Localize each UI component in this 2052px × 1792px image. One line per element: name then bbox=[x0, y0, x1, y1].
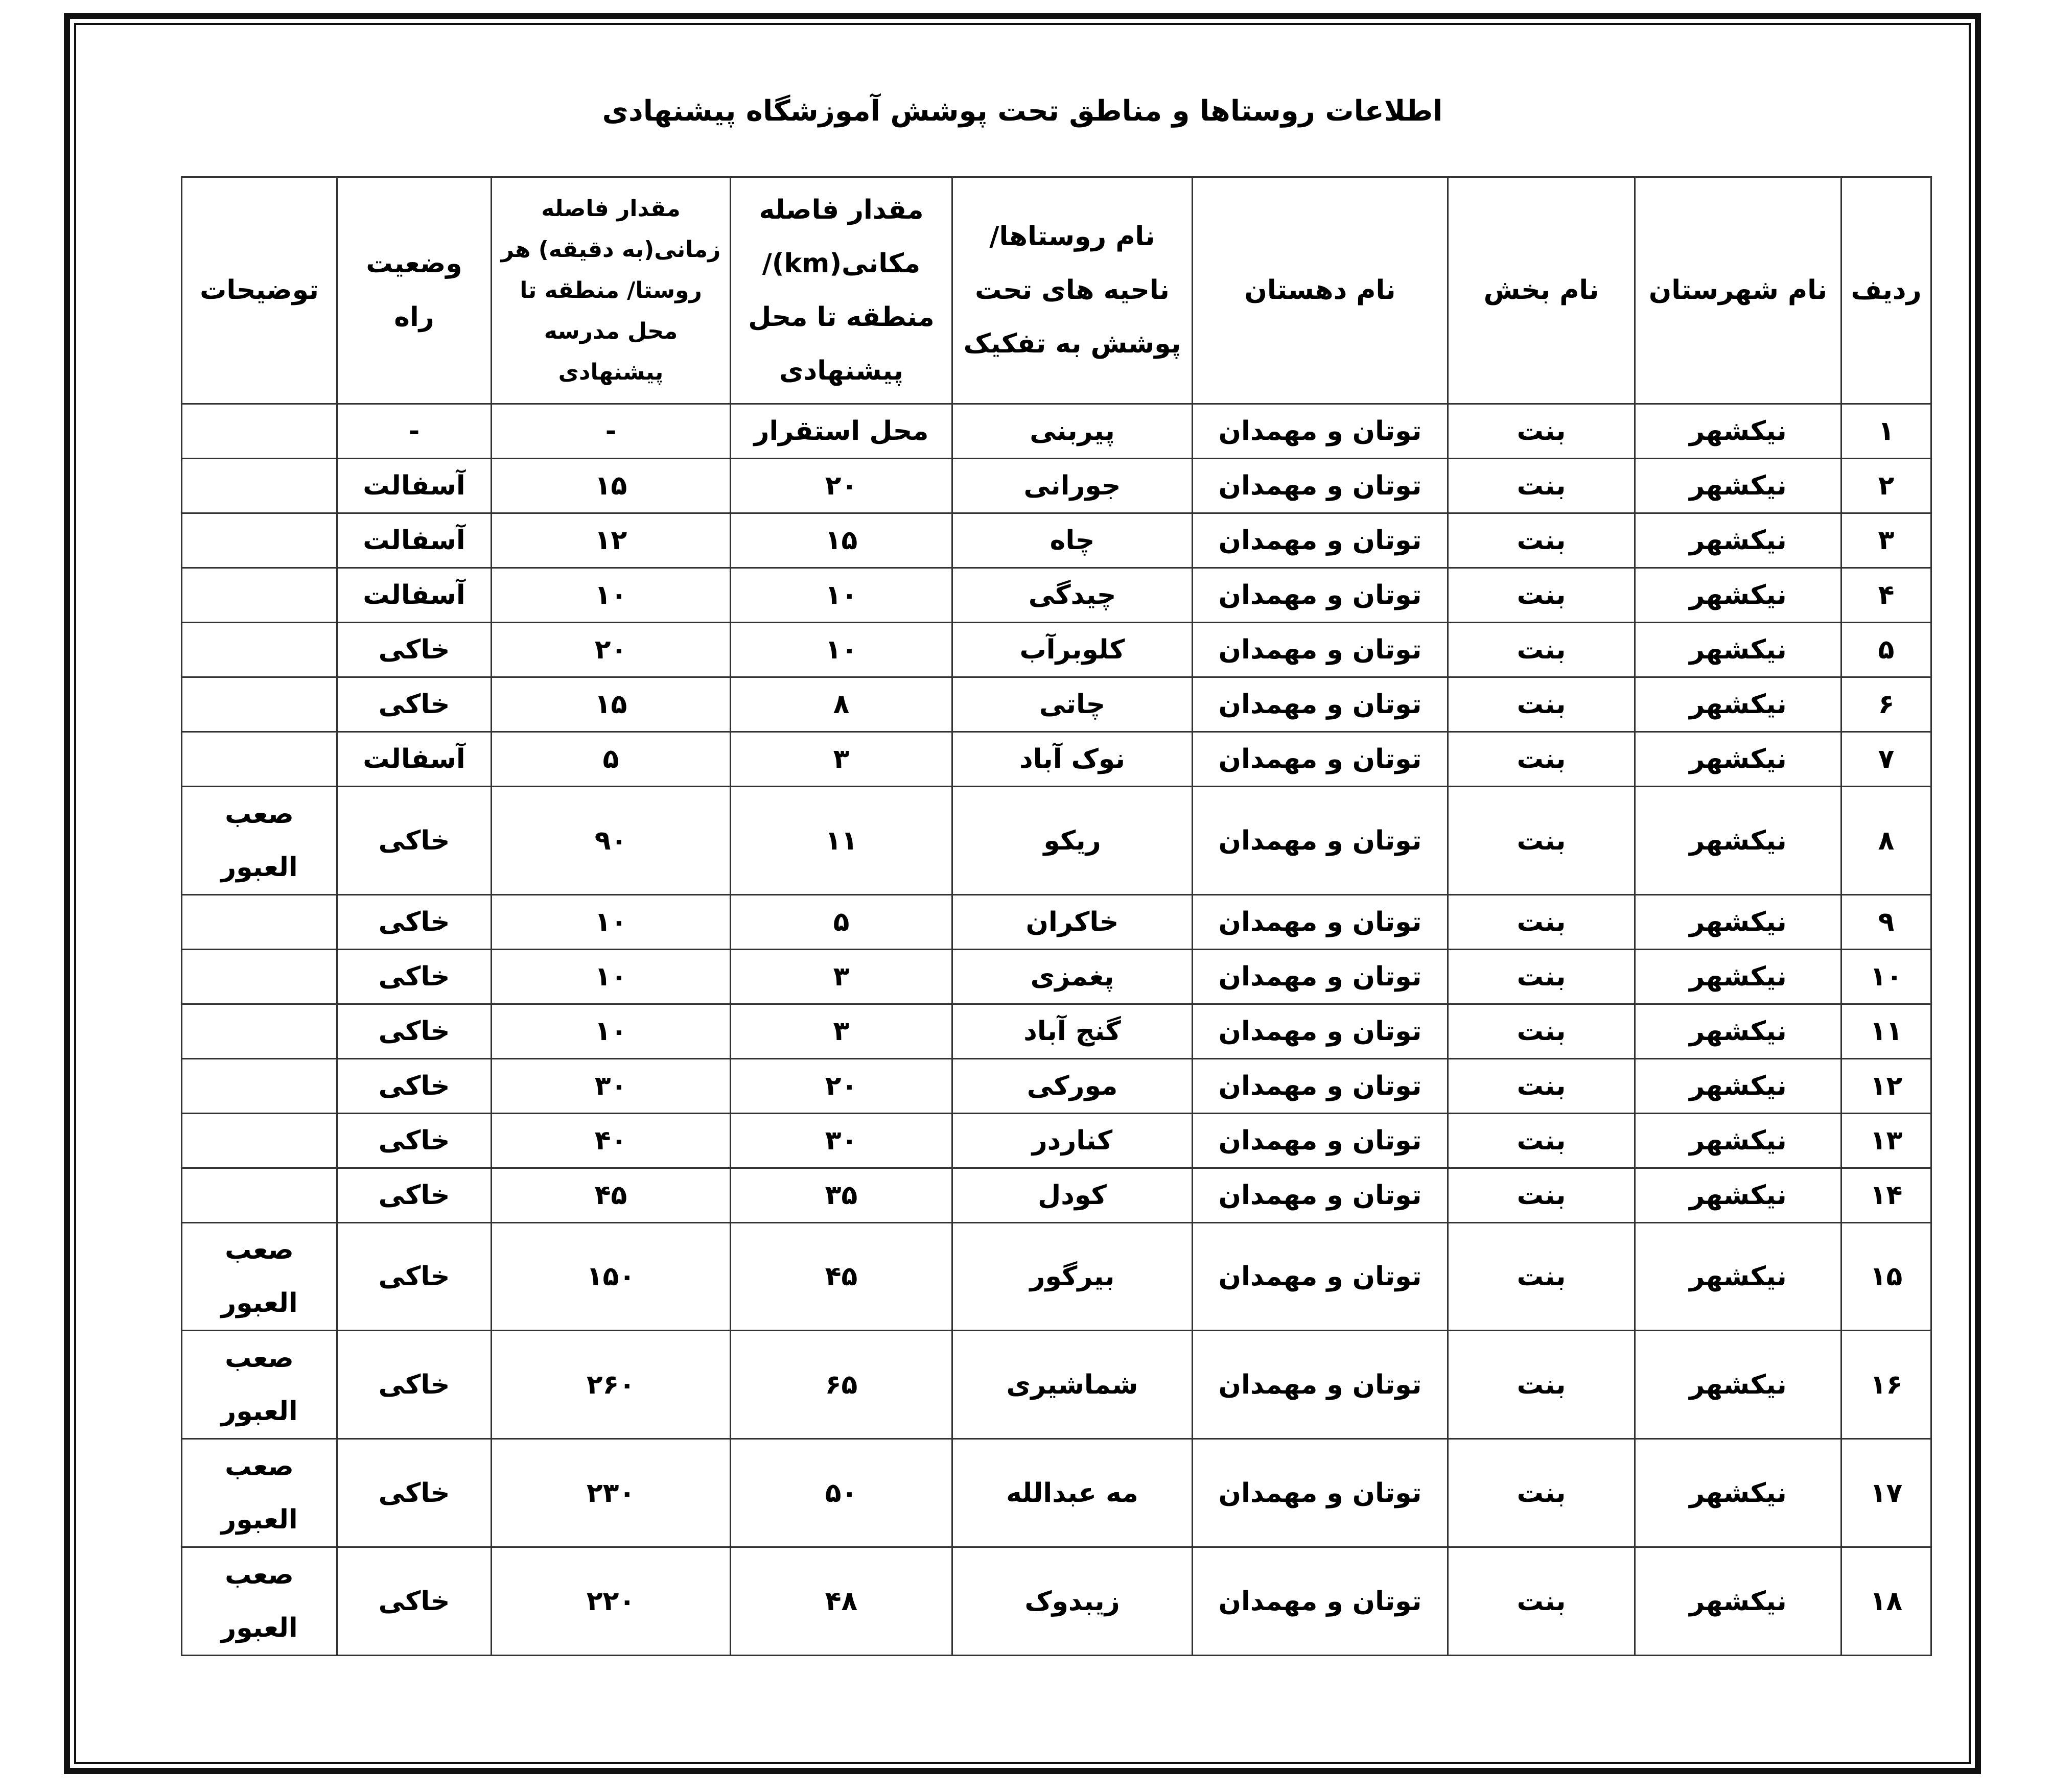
table-row bbox=[182, 1168, 1931, 1223]
villages-table bbox=[181, 176, 1932, 1656]
table-row bbox=[182, 732, 1931, 787]
cell-road-status: آسفالت bbox=[337, 459, 492, 513]
cell-notes bbox=[182, 1004, 337, 1059]
cell-distance: ۱۰ bbox=[731, 623, 952, 677]
cell-village: خاکران bbox=[952, 895, 1193, 950]
cell-district: بنت bbox=[1448, 677, 1635, 732]
cell-district: بنت bbox=[1448, 1331, 1635, 1439]
cell-village: گنج آباد bbox=[952, 1004, 1193, 1059]
cell-row-number: ۱۸ bbox=[1841, 1547, 1931, 1656]
table-row bbox=[182, 1547, 1931, 1656]
cell-village: پغمزی bbox=[952, 950, 1193, 1004]
cell-district: بنت bbox=[1448, 404, 1635, 459]
cell-distance: ۵ bbox=[731, 895, 952, 950]
cell-road-status: خاکی bbox=[337, 677, 492, 732]
table-row bbox=[182, 1004, 1931, 1059]
cell-road-status: - bbox=[337, 404, 492, 459]
cell-row-number: ۲ bbox=[1841, 459, 1931, 513]
cell-county: نیکشهر bbox=[1635, 459, 1841, 513]
cell-rural-district: توتان و مهمدان bbox=[1193, 1004, 1448, 1059]
cell-district: بنت bbox=[1448, 732, 1635, 787]
table-row bbox=[182, 513, 1931, 568]
cell-road-status: خاکی bbox=[337, 1059, 492, 1114]
cell-village: پیربنی bbox=[952, 404, 1193, 459]
cell-row-number: ۹ bbox=[1841, 895, 1931, 950]
cell-district: بنت bbox=[1448, 1223, 1635, 1331]
cell-district: بنت bbox=[1448, 787, 1635, 895]
cell-road-status: خاکی bbox=[337, 1547, 492, 1656]
cell-row-number: ۳ bbox=[1841, 513, 1931, 568]
cell-road-status: خاکی bbox=[337, 1114, 492, 1168]
cell-village: کودل bbox=[952, 1168, 1193, 1223]
table-row bbox=[182, 1223, 1931, 1331]
cell-village: ریکو bbox=[952, 787, 1193, 895]
cell-distance: ۲۰ bbox=[731, 1059, 952, 1114]
cell-road-status: خاکی bbox=[337, 895, 492, 950]
cell-row-number: ۱۲ bbox=[1841, 1059, 1931, 1114]
table-row bbox=[182, 623, 1931, 677]
cell-rural-district: توتان و مهمدان bbox=[1193, 1331, 1448, 1439]
cell-road-status: خاکی bbox=[337, 1168, 492, 1223]
table-row bbox=[182, 459, 1931, 513]
cell-time: ۱۵ bbox=[492, 677, 731, 732]
cell-village: نوک آباد bbox=[952, 732, 1193, 787]
col-header-district: نام بخش bbox=[1448, 177, 1635, 404]
col-header-road-status: وضعیت راه bbox=[337, 177, 492, 404]
cell-row-number: ۵ bbox=[1841, 623, 1931, 677]
cell-road-status: آسفالت bbox=[337, 513, 492, 568]
cell-county: نیکشهر bbox=[1635, 732, 1841, 787]
cell-rural-district: توتان و مهمدان bbox=[1193, 1439, 1448, 1547]
cell-village: شماشیری bbox=[952, 1331, 1193, 1439]
cell-rural-district: توتان و مهمدان bbox=[1193, 950, 1448, 1004]
cell-notes bbox=[182, 1059, 337, 1114]
cell-rural-district: توتان و مهمدان bbox=[1193, 1114, 1448, 1168]
cell-row-number: ۱۶ bbox=[1841, 1331, 1931, 1439]
cell-road-status: خاکی bbox=[337, 787, 492, 895]
cell-time: ۲۳۰ bbox=[492, 1439, 731, 1547]
cell-district: بنت bbox=[1448, 1059, 1635, 1114]
cell-notes: صعب العبور bbox=[182, 1439, 337, 1547]
cell-county: نیکشهر bbox=[1635, 568, 1841, 623]
cell-county: نیکشهر bbox=[1635, 1547, 1841, 1656]
col-header-villages: نام روستاها/ناحیه های تحت پوشش به تفکیک bbox=[952, 177, 1193, 404]
document-title: اطلاعات روستاها و مناطق تحت پوشش آموزشگاه پیشنهادی bbox=[602, 95, 1443, 128]
cell-district: بنت bbox=[1448, 1004, 1635, 1059]
cell-rural-district: توتان و مهمدان bbox=[1193, 1168, 1448, 1223]
cell-county: نیکشهر bbox=[1635, 1059, 1841, 1114]
cell-district: بنت bbox=[1448, 459, 1635, 513]
cell-rural-district: توتان و مهمدان bbox=[1193, 1223, 1448, 1331]
cell-distance: ۶۵ bbox=[731, 1331, 952, 1439]
cell-notes bbox=[182, 459, 337, 513]
cell-distance: ۲۰ bbox=[731, 459, 952, 513]
cell-distance: ۳۵ bbox=[731, 1168, 952, 1223]
cell-distance: محل استقرار bbox=[731, 404, 952, 459]
cell-county: نیکشهر bbox=[1635, 787, 1841, 895]
cell-row-number: ۱۷ bbox=[1841, 1439, 1931, 1547]
cell-village: بیرگور bbox=[952, 1223, 1193, 1331]
table-row bbox=[182, 1439, 1931, 1547]
cell-time: ۲۰ bbox=[492, 623, 731, 677]
cell-time: ۱۵ bbox=[492, 459, 731, 513]
cell-rural-district: توتان و مهمدان bbox=[1193, 1547, 1448, 1656]
cell-road-status: آسفالت bbox=[337, 732, 492, 787]
cell-notes bbox=[182, 1114, 337, 1168]
cell-distance: ۳۰ bbox=[731, 1114, 952, 1168]
col-header-row-number: ردیف bbox=[1841, 177, 1931, 404]
cell-rural-district: توتان و مهمدان bbox=[1193, 732, 1448, 787]
cell-rural-district: توتان و مهمدان bbox=[1193, 895, 1448, 950]
cell-village: مورکی bbox=[952, 1059, 1193, 1114]
cell-row-number: ۱۱ bbox=[1841, 1004, 1931, 1059]
cell-rural-district: توتان و مهمدان bbox=[1193, 1059, 1448, 1114]
cell-village: چیدگی bbox=[952, 568, 1193, 623]
cell-county: نیکشهر bbox=[1635, 1114, 1841, 1168]
table-row bbox=[182, 677, 1931, 732]
col-header-notes: توضیحات bbox=[182, 177, 337, 404]
cell-time: ۱۰ bbox=[492, 568, 731, 623]
cell-time: ۲۲۰ bbox=[492, 1547, 731, 1656]
cell-district: بنت bbox=[1448, 1114, 1635, 1168]
cell-time: ۵ bbox=[492, 732, 731, 787]
col-header-time-minutes: مقدار فاصله زمانی(به دقیقه) هر روستا/ منطقه تا محل مدرسه پیشنهادی bbox=[492, 177, 731, 404]
cell-rural-district: توتان و مهمدان bbox=[1193, 677, 1448, 732]
cell-row-number: ۱۰ bbox=[1841, 950, 1931, 1004]
table-row bbox=[182, 1059, 1931, 1114]
cell-county: نیکشهر bbox=[1635, 950, 1841, 1004]
table-row bbox=[182, 404, 1931, 459]
cell-village: مه عبدالله bbox=[952, 1439, 1193, 1547]
cell-time: ۱۵۰ bbox=[492, 1223, 731, 1331]
cell-county: نیکشهر bbox=[1635, 1004, 1841, 1059]
cell-distance: ۳ bbox=[731, 1004, 952, 1059]
table-row bbox=[182, 950, 1931, 1004]
cell-row-number: ۶ bbox=[1841, 677, 1931, 732]
cell-road-status: خاکی bbox=[337, 1331, 492, 1439]
col-header-county: نام شهرستان bbox=[1635, 177, 1841, 404]
col-header-rural-district: نام دهستان bbox=[1193, 177, 1448, 404]
cell-road-status: خاکی bbox=[337, 1223, 492, 1331]
cell-rural-district: توتان و مهمدان bbox=[1193, 787, 1448, 895]
cell-notes bbox=[182, 1168, 337, 1223]
cell-time: ۳۰ bbox=[492, 1059, 731, 1114]
cell-rural-district: توتان و مهمدان bbox=[1193, 623, 1448, 677]
cell-county: نیکشهر bbox=[1635, 1331, 1841, 1439]
cell-distance: ۳ bbox=[731, 950, 952, 1004]
cell-road-status: خاکی bbox=[337, 1004, 492, 1059]
cell-district: بنت bbox=[1448, 568, 1635, 623]
cell-time: - bbox=[492, 404, 731, 459]
cell-time: ۴۵ bbox=[492, 1168, 731, 1223]
cell-district: بنت bbox=[1448, 623, 1635, 677]
cell-notes bbox=[182, 895, 337, 950]
cell-row-number: ۸ bbox=[1841, 787, 1931, 895]
cell-notes: صعب العبور bbox=[182, 1331, 337, 1439]
cell-rural-district: توتان و مهمدان bbox=[1193, 568, 1448, 623]
cell-rural-district: توتان و مهمدان bbox=[1193, 459, 1448, 513]
cell-county: نیکشهر bbox=[1635, 404, 1841, 459]
cell-county: نیکشهر bbox=[1635, 513, 1841, 568]
cell-village: کناردر bbox=[952, 1114, 1193, 1168]
cell-notes bbox=[182, 568, 337, 623]
cell-distance: ۳ bbox=[731, 732, 952, 787]
table-row bbox=[182, 787, 1931, 895]
cell-road-status: آسفالت bbox=[337, 568, 492, 623]
cell-notes bbox=[182, 950, 337, 1004]
cell-county: نیکشهر bbox=[1635, 1223, 1841, 1331]
cell-time: ۱۲ bbox=[492, 513, 731, 568]
cell-notes bbox=[182, 623, 337, 677]
cell-road-status: خاکی bbox=[337, 623, 492, 677]
cell-county: نیکشهر bbox=[1635, 677, 1841, 732]
col-header-distance-km: مقدار فاصله مکانی(km)/ منطقه تا محل پیشنهادی bbox=[731, 177, 952, 404]
cell-time: ۲۶۰ bbox=[492, 1331, 731, 1439]
cell-county: نیکشهر bbox=[1635, 1168, 1841, 1223]
cell-time: ۱۰ bbox=[492, 1004, 731, 1059]
cell-road-status: خاکی bbox=[337, 1439, 492, 1547]
cell-row-number: ۱۵ bbox=[1841, 1223, 1931, 1331]
table-row bbox=[182, 1114, 1931, 1168]
cell-notes bbox=[182, 513, 337, 568]
cell-row-number: ۱۴ bbox=[1841, 1168, 1931, 1223]
table-row bbox=[182, 568, 1931, 623]
cell-distance: ۵۰ bbox=[731, 1439, 952, 1547]
cell-distance: ۱۰ bbox=[731, 568, 952, 623]
cell-district: بنت bbox=[1448, 1547, 1635, 1656]
cell-notes: صعب العبور bbox=[182, 787, 337, 895]
cell-district: بنت bbox=[1448, 1439, 1635, 1547]
cell-village: کلوبرآب bbox=[952, 623, 1193, 677]
cell-row-number: ۷ bbox=[1841, 732, 1931, 787]
cell-village: زیبدوک bbox=[952, 1547, 1193, 1656]
cell-county: نیکشهر bbox=[1635, 1439, 1841, 1547]
cell-village: جورانی bbox=[952, 459, 1193, 513]
table-row bbox=[182, 895, 1931, 950]
cell-district: بنت bbox=[1448, 895, 1635, 950]
cell-district: بنت bbox=[1448, 513, 1635, 568]
table-header-row bbox=[182, 177, 1931, 404]
cell-distance: ۸ bbox=[731, 677, 952, 732]
cell-notes bbox=[182, 404, 337, 459]
cell-distance: ۴۸ bbox=[731, 1547, 952, 1656]
cell-notes: صعب العبور bbox=[182, 1223, 337, 1331]
table-body bbox=[182, 404, 1931, 1656]
cell-time: ۱۰ bbox=[492, 895, 731, 950]
cell-notes bbox=[182, 732, 337, 787]
cell-county: نیکشهر bbox=[1635, 623, 1841, 677]
cell-time: ۹۰ bbox=[492, 787, 731, 895]
cell-county: نیکشهر bbox=[1635, 895, 1841, 950]
cell-time: ۱۰ bbox=[492, 950, 731, 1004]
cell-row-number: ۴ bbox=[1841, 568, 1931, 623]
cell-district: بنت bbox=[1448, 950, 1635, 1004]
table-row bbox=[182, 1331, 1931, 1439]
cell-village: چاتی bbox=[952, 677, 1193, 732]
cell-notes bbox=[182, 677, 337, 732]
cell-row-number: ۱۳ bbox=[1841, 1114, 1931, 1168]
cell-time: ۴۰ bbox=[492, 1114, 731, 1168]
cell-distance: ۱۵ bbox=[731, 513, 952, 568]
cell-village: چاه bbox=[952, 513, 1193, 568]
cell-distance: ۴۵ bbox=[731, 1223, 952, 1331]
cell-district: بنت bbox=[1448, 1168, 1635, 1223]
cell-notes: صعب العبور bbox=[182, 1547, 337, 1656]
cell-rural-district: توتان و مهمدان bbox=[1193, 404, 1448, 459]
cell-row-number: ۱ bbox=[1841, 404, 1931, 459]
cell-rural-district: توتان و مهمدان bbox=[1193, 513, 1448, 568]
cell-road-status: خاکی bbox=[337, 950, 492, 1004]
cell-distance: ۱۱ bbox=[731, 787, 952, 895]
